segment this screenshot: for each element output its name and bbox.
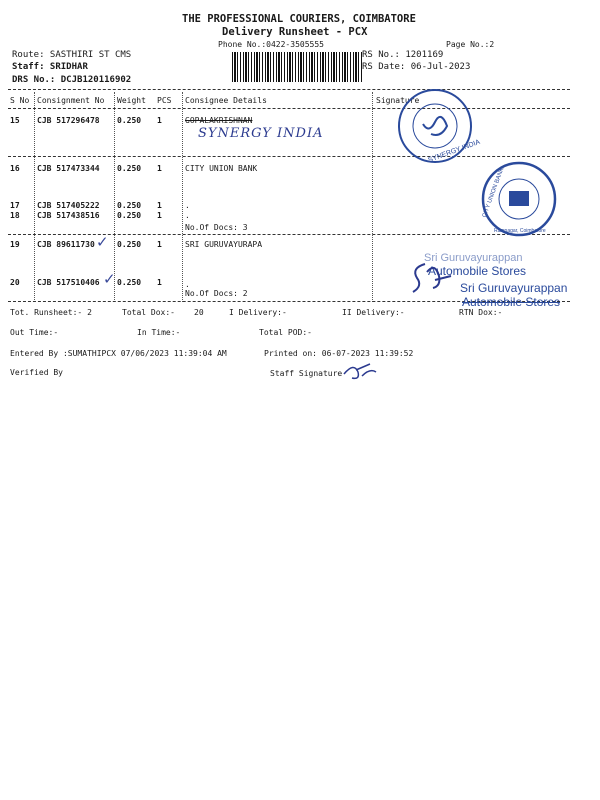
out-time: Out Time:- [10,328,59,337]
row-sno: 17 [10,201,20,210]
phone-number: Phone No.:0422-3505555 [218,40,324,49]
row-sno: 20 [10,278,20,287]
row-consignment: CJB 517473344 [37,164,100,173]
rs-number: RS No.: 1201169 [362,50,444,60]
row-consignee: CITY UNION BANK [185,164,258,173]
ii-delivery: II Delivery:- [342,308,405,317]
row-consignment: CJB 517510406 [37,278,100,287]
row-consignee: SRI GURUVAYURAPA [185,240,263,249]
row-weight: 0.250 [117,201,142,210]
stamp-line: Automobile Stores [462,295,561,309]
synergy-india-stamp [395,86,482,166]
staff-signature-label: Staff Signature [270,369,343,378]
row-weight: 0.250 [117,240,142,249]
row-pcs: 1 [157,278,162,287]
in-time: In Time:- [137,328,181,337]
stamp-text: SYNERGY INDIA [427,138,482,165]
city-union-bank-stamp [480,160,558,238]
docs-count: No.Of Docs: 3 [185,223,248,232]
row-sno: 16 [10,164,20,173]
stamp-line: Sri Guruvayurappan [424,252,523,264]
row-pcs: 1 [157,240,162,249]
row-consignee: . [185,201,190,210]
row-consignment: CJB 517405222 [37,201,100,210]
row-weight: 0.250 [117,116,142,125]
row-consignee: GOPALAKRISHNAN [185,116,253,125]
table-top-rule [8,89,570,90]
row-consignment: CJB 89611730 [37,240,95,249]
staff-signature-scribble [340,360,380,382]
check-mark: ✓ [96,233,109,251]
row-pcs: 1 [157,116,162,125]
stamp-line: Sri Guruvayurappan [460,281,568,295]
row-pcs: 1 [157,201,162,210]
check-mark: ✓ [103,270,116,288]
rtn-dox: RTN Dox:- [459,308,503,317]
total-dox-label: Total Dox:- [122,308,175,317]
row-consignment: CJB 517438516 [37,211,100,220]
row-weight: 0.250 [117,211,142,220]
docs-count: No.Of Docs: 2 [185,289,248,298]
col-header-sno: S No [10,96,30,105]
staff: Staff: SRIDHAR [12,62,88,72]
total-pod: Total POD:- [259,328,312,337]
col-header-signature: Signature [376,96,420,105]
col-header-consignment: Consignment No [37,96,105,105]
total-runsheet: Tot. Runsheet:- 2 [10,308,92,317]
printed-on: Printed on: 06-07-2023 11:39:52 [264,349,414,358]
col-header-pcs: PCS [157,96,172,105]
row-sno: 19 [10,240,20,249]
document-title: Delivery Runsheet - PCX [222,26,368,38]
table-header-rule [8,108,570,109]
row-consignment: CJB 517296478 [37,116,100,125]
drs-number: DRS No.: DCJB120116902 [12,75,132,85]
col-header-weight: Weight [117,96,146,105]
row-weight: 0.250 [117,278,142,287]
entered-by: Entered By :SUMATHIPCX 07/06/2023 11:39:04 AM [10,349,227,358]
total-dox-value: 20 [194,308,204,317]
signature-scribble [405,258,455,298]
route: Route: SASTHIRI ST CMS [12,50,132,60]
stamp-subtext: Ramnagar, Coimbatore [494,228,546,234]
row-consignee: . [185,211,190,220]
verified-by: Verified By [10,368,63,377]
row-sno: 18 [10,211,20,220]
handwritten-consignee: SYNERGY INDIA [198,126,324,141]
row-rule [8,156,570,157]
stamp-line: Automobile Stores [428,264,527,278]
page-number: Page No.:2 [446,40,495,49]
stamp-text: CITY UNION BANK [481,166,506,219]
col-divider [182,92,183,302]
company-name: THE PROFESSIONAL COURIERS, COIMBATORE [182,13,416,25]
row-consignee: . [185,280,190,289]
col-divider [372,92,373,302]
col-divider [34,92,35,302]
row-sno: 15 [10,116,20,125]
i-delivery: I Delivery:- [229,308,287,317]
barcode [232,52,362,82]
row-pcs: 1 [157,164,162,173]
row-weight: 0.250 [117,164,142,173]
col-header-consignee: Consignee Details [185,96,267,105]
rs-date: RS Date: 06-Jul-2023 [362,62,471,72]
row-pcs: 1 [157,211,162,220]
